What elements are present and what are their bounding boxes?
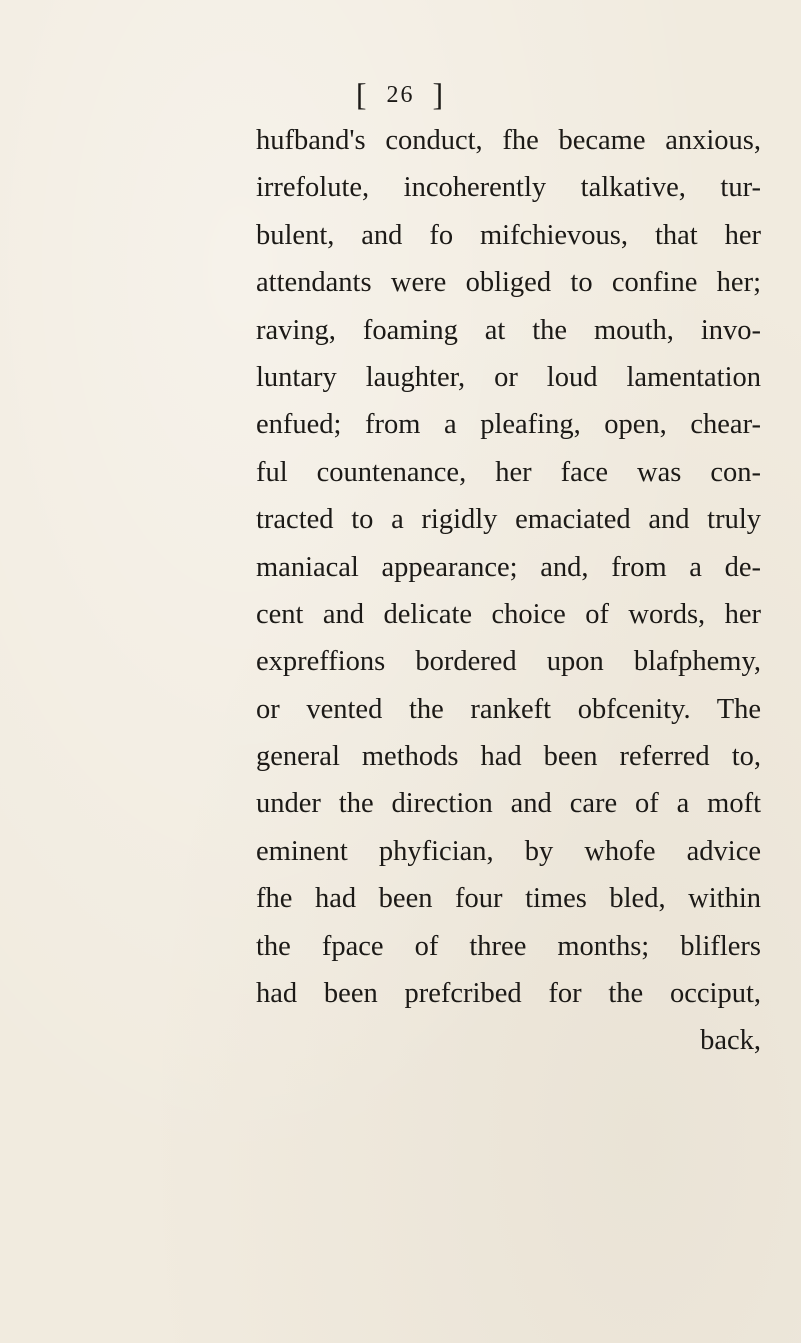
folio-open-bracket: [ [355, 76, 369, 112]
text-line: maniacal appearance; and, from a de- [256, 551, 761, 583]
text-line: bulent, and fo mifchievous, that her [256, 219, 761, 251]
catchword: back, [700, 1025, 761, 1057]
body-text [256, 117, 761, 1065]
text-line: general methods had been referred to, [256, 741, 761, 773]
page-number-header [0, 76, 801, 113]
text-line: the fpace of three months; bliflers [256, 930, 761, 962]
text-line: irrefolute, incoherently talkative, tur- [256, 172, 761, 204]
text-line: eminent phyfician, by whofe advice [256, 835, 761, 867]
text-line: under the direction and care of a moft [256, 788, 761, 820]
text-line: expreffions bordered upon blafphemy, [256, 646, 761, 678]
text-line: tracted to a rigidly emaciated and truly [256, 504, 761, 536]
text-line: attendants were obliged to confine her; [256, 267, 761, 299]
text-line: or vented the rankeft obfcenity. The [256, 693, 761, 725]
page-number: 26 [386, 82, 415, 108]
text-line: cent and delicate choice of words, her [256, 598, 761, 630]
text-line: enfued; from a pleafing, open, chear- [256, 409, 761, 441]
text-line: fhe had been four times bled, within [256, 883, 761, 915]
text-line: hufband's conduct, fhe became anxious, [256, 125, 761, 156]
text-line: had been prefcribed for the occiput, [256, 978, 761, 1010]
text-line: ful countenance, her face was con- [256, 456, 761, 488]
text-line: raving, foaming at the mouth, invo- [256, 314, 761, 346]
text-line: luntary laughter, or loud lamentation [256, 361, 761, 393]
folio-close-bracket: ] [432, 76, 446, 112]
